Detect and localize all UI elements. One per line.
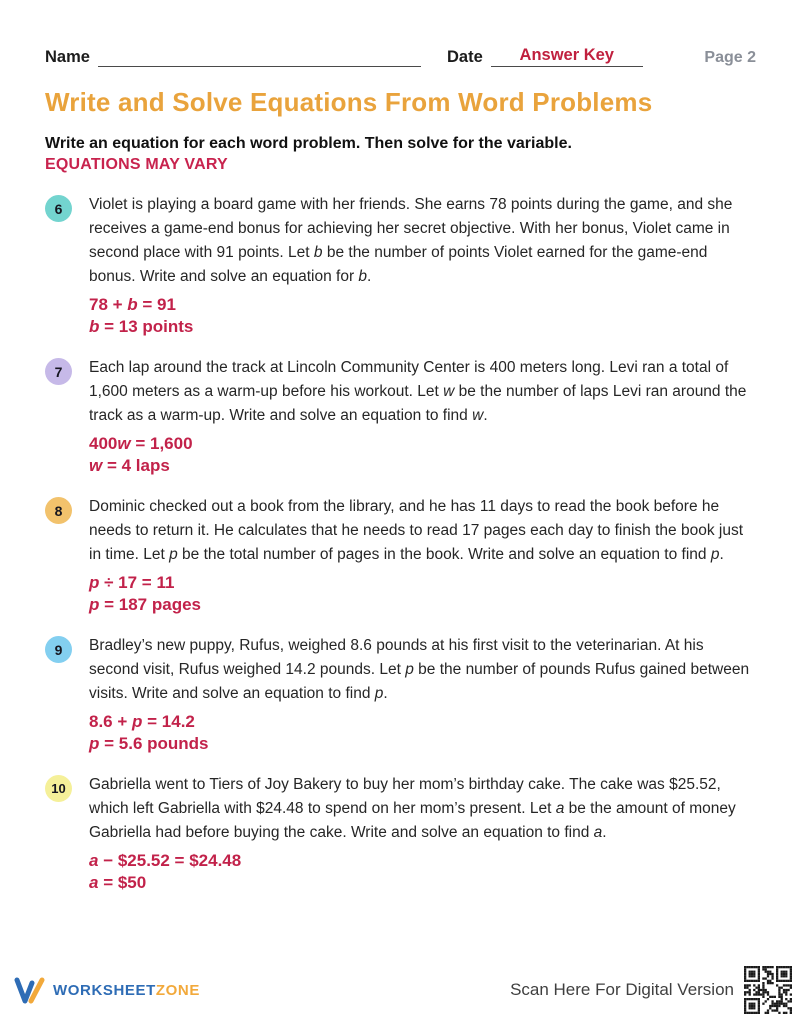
problem-content — [89, 634, 756, 754]
date-field — [447, 46, 643, 67]
problem-content — [89, 495, 756, 615]
problem-number-badge: 6 — [45, 195, 72, 222]
scan-here-text: Scan Here For Digital Version — [510, 980, 734, 999]
answer-line: a = $50 — [89, 872, 147, 892]
answer-lines — [89, 572, 756, 615]
logo-w-icon — [14, 976, 48, 1004]
footer — [14, 966, 792, 1014]
problem-content — [89, 193, 756, 337]
answer-lines — [89, 850, 756, 893]
answer-line: p = 5.6 pounds — [89, 733, 209, 753]
problem-text: Violet is playing a board game with her friends. She earns 78 points during the game, and she receives a game-end bonus for achieving her secret objective. With her bonus, Violet came in second place with 91 points. Let b be the number of points Violet earned for the game-end bonus. Write and solve an equation for b. — [89, 196, 733, 285]
qr-code — [744, 966, 792, 1014]
logo-text-worksheet: WORKSHEET — [53, 981, 156, 999]
logo-text-zone: ZONE — [155, 981, 200, 999]
logo-text — [53, 982, 200, 999]
problem-content — [89, 356, 756, 476]
answer-line: 8.6 + p = 14.2 — [89, 712, 195, 731]
problem-text: Each lap around the track at Lincoln Community Center is 400 meters long. Levi ran a total of 1,600 meters as a warm-up before his workout. Let w be the number of laps Levi ran around the track as a warm-up. Write and solve an equation to find w. — [89, 359, 747, 424]
problem-number-badge: 8 — [45, 497, 72, 524]
answer-line: w = 4 laps — [89, 455, 170, 475]
answer-line: 78 + b = 91 — [89, 295, 176, 314]
problem-row — [45, 773, 756, 893]
problem-row — [45, 634, 756, 754]
page-number: Page 2 — [704, 49, 756, 66]
name-blank-line — [98, 47, 421, 67]
answer-line: p ÷ 17 = 11 — [89, 573, 175, 592]
date-label: Date — [447, 48, 483, 66]
date-value: Answer Key — [491, 46, 643, 67]
name-label: Name — [45, 48, 90, 66]
answer-lines — [89, 294, 756, 337]
answer-lines — [89, 711, 756, 754]
problem-row — [45, 193, 756, 337]
problem-number-badge: 7 — [45, 358, 72, 385]
header-row — [45, 46, 756, 67]
instruction-text: Write an equation for each word problem. Then solve for the variable. — [45, 135, 572, 152]
problem-row — [45, 495, 756, 615]
page-title: Write and Solve Equations From Word Problems — [45, 87, 653, 117]
problem-text: Gabriella went to Tiers of Joy Bakery to buy her mom’s birthday cake. The cake was $25.52, which left Gabriella with $24.48 to spend on her mom’s present. Let a be the amount of money Gabriella had before buying the cake. Write and solve an equation to find a. — [89, 776, 736, 841]
problem-list — [45, 193, 756, 893]
problem-row — [45, 356, 756, 476]
problem-text: Bradley’s new puppy, Rufus, weighed 8.6 pounds at his first visit to the veterinarian. At his second visit, Rufus weighed 14.2 pounds. Let p be the number of pounds Rufus gained between visits. Write and solve an equation to find p. — [89, 637, 750, 702]
name-field — [45, 47, 447, 67]
answer-line: b = 13 points — [89, 316, 194, 336]
problem-text: Dominic checked out a book from the library, and he has 11 days to read the book before he needs to return it. He calculates that he needs to read 17 pages each day to finish the book just in time. Let p be the total number of pages in the book. Write and solve an equation to find p. — [89, 498, 744, 563]
equations-may-vary-note: EQUATIONS MAY VARY — [45, 156, 228, 173]
answer-lines — [89, 433, 756, 476]
problem-number-badge: 9 — [45, 636, 72, 663]
answer-line: a − $25.52 = $24.48 — [89, 851, 242, 870]
worksheetzone-logo — [14, 976, 200, 1004]
problem-content — [89, 773, 756, 893]
answer-line: p = 187 pages — [89, 594, 201, 614]
problem-number-badge: 10 — [45, 775, 72, 802]
answer-line: 400w = 1,600 — [89, 434, 193, 453]
